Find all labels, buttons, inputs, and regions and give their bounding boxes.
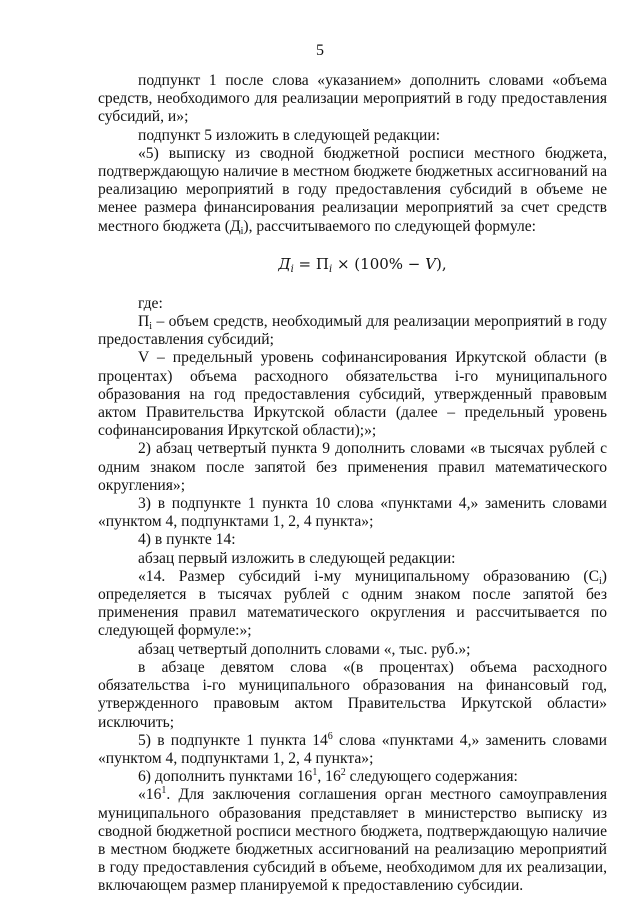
- paragraph-text: следующего содержания:: [345, 768, 518, 786]
- formula-v: V: [425, 254, 436, 273]
- paragraph: [98, 659, 607, 732]
- paragraph-text: «16: [138, 786, 162, 804]
- superscript: 6: [327, 730, 333, 742]
- paragraph: [98, 145, 607, 236]
- paragraph-text: подпункт 1 после слова «указанием» дополнить словами «объема средств, необходимого для реализации мероприятий в году предоставления субсидий, и»;: [98, 72, 607, 126]
- superscript: 2: [340, 767, 346, 779]
- paragraph-text: «5) выписку из сводной бюджетной росписи местного бюджета, подтверждающую наличие в местном бюджете бюджетных ассигнований на реализацию мероприятий в году предоставления субсидий в объеме не менее размера финансирования реализации мероприятий за счет средств местного бюджета (Д: [98, 144, 607, 235]
- paragraph: [98, 550, 607, 568]
- formula-times: × (100% −: [332, 254, 426, 273]
- paragraph: [98, 568, 607, 641]
- paragraph-text: «14. Размер субсидий i-му муниципальному образованию (С: [138, 567, 600, 585]
- subscript: i: [149, 321, 153, 333]
- subscript: i: [240, 225, 244, 237]
- paragraph: [98, 641, 607, 659]
- formula-lhs: Д: [278, 254, 291, 273]
- paragraph-text: в абзаце девятом слова «(в процентах) объема расходного обязательства i-го муниципального образования на финансовый год, утвержденного правовым актом Правительства Иркутской области» исключить;: [98, 658, 607, 731]
- paragraph-text: V – предельный уровень софинансирования Иркутской области (в процентах) объема расходного обязательства i-го муниципального образования на год предоставления субсидий, утвержденный правовым актом Правительства Иркутской области (далее – предельный уровень софинансирования Иркутской области);»;: [98, 349, 607, 440]
- paragraph-text: 2) абзац четвертый пункта 9 дополнить словами «в тысячах рублей с одним знаком после запятой без применения правил математического округления»;: [98, 440, 607, 494]
- paragraph-text: , 16: [317, 768, 341, 786]
- paragraph: [98, 349, 607, 440]
- paragraph: [98, 295, 607, 313]
- paragraph-text: 4) в пункте 14:: [138, 531, 236, 549]
- paragraph-text: слова «пунктами 4,» заменить словами «пунктом 4, подпунктами 1, 2, 4 пункта»;: [98, 731, 607, 767]
- formula: [98, 253, 607, 275]
- paragraph: [98, 72, 607, 127]
- formula-p-sub: i: [328, 263, 333, 275]
- paragraph-text: абзац первый изложить в следующей редакции:: [138, 549, 456, 567]
- paragraph-text: подпункт 5 изложить в следующей редакции:: [138, 126, 441, 144]
- paragraph: [98, 313, 607, 349]
- formula-tail: ),: [435, 254, 447, 273]
- paragraph-text: ), рассчитываемого по следующей формуле:: [243, 217, 536, 235]
- paragraph: [98, 440, 607, 495]
- paragraph-text: . Для заключения соглашения орган местного самоуправления муниципального образования представляет в министерство выписку из сводной бюджетной росписи местного бюджета, подтверждающую наличие в местном бюджете бюджетных ассигнований на реализацию мероприятий в году предоставления субсидий в объеме, необходимом для их реализации, включающем размер планируемой к предоставлению субсидии.: [98, 786, 607, 895]
- superscript: 1: [161, 785, 167, 797]
- paragraph: [98, 495, 607, 531]
- paragraph-text: где:: [138, 294, 163, 312]
- subscript: i: [599, 575, 602, 587]
- formula-p: П: [315, 254, 329, 273]
- paragraph-text: 6) дополнить пунктами 16: [138, 768, 313, 786]
- formula-lhs-sub: i: [290, 263, 294, 275]
- paragraph: [98, 127, 607, 145]
- paragraph: [98, 732, 607, 768]
- paragraph-text: абзац четвертый дополнить словами «, тыс. руб.»;: [138, 640, 471, 658]
- paragraph: [98, 768, 607, 786]
- paragraph-text: П: [138, 313, 150, 331]
- formula-eq: =: [293, 254, 316, 273]
- document-body: [98, 72, 607, 896]
- paragraph-text: – объем средств, необходимый для реализации мероприятий в году предоставления субсидий;: [98, 313, 607, 349]
- paragraph: [98, 531, 607, 549]
- paragraph-text: 5) в подпункте 1 пункта 14: [138, 731, 328, 749]
- paragraph-text: ) определяется в тысячах рублей с одним знаком после запятой без применения правил математического округления и рассчитывается по следующей формуле:»;: [98, 567, 607, 640]
- page-number: 5: [316, 42, 324, 59]
- paragraph-text: 3) в подпункте 1 пункта 10 слова «пунктами 4,» заменить словами «пунктом 4, подпунктами 1, 2, 4 пункта»;: [98, 495, 607, 531]
- paragraph: [98, 786, 607, 895]
- superscript: 1: [312, 767, 318, 779]
